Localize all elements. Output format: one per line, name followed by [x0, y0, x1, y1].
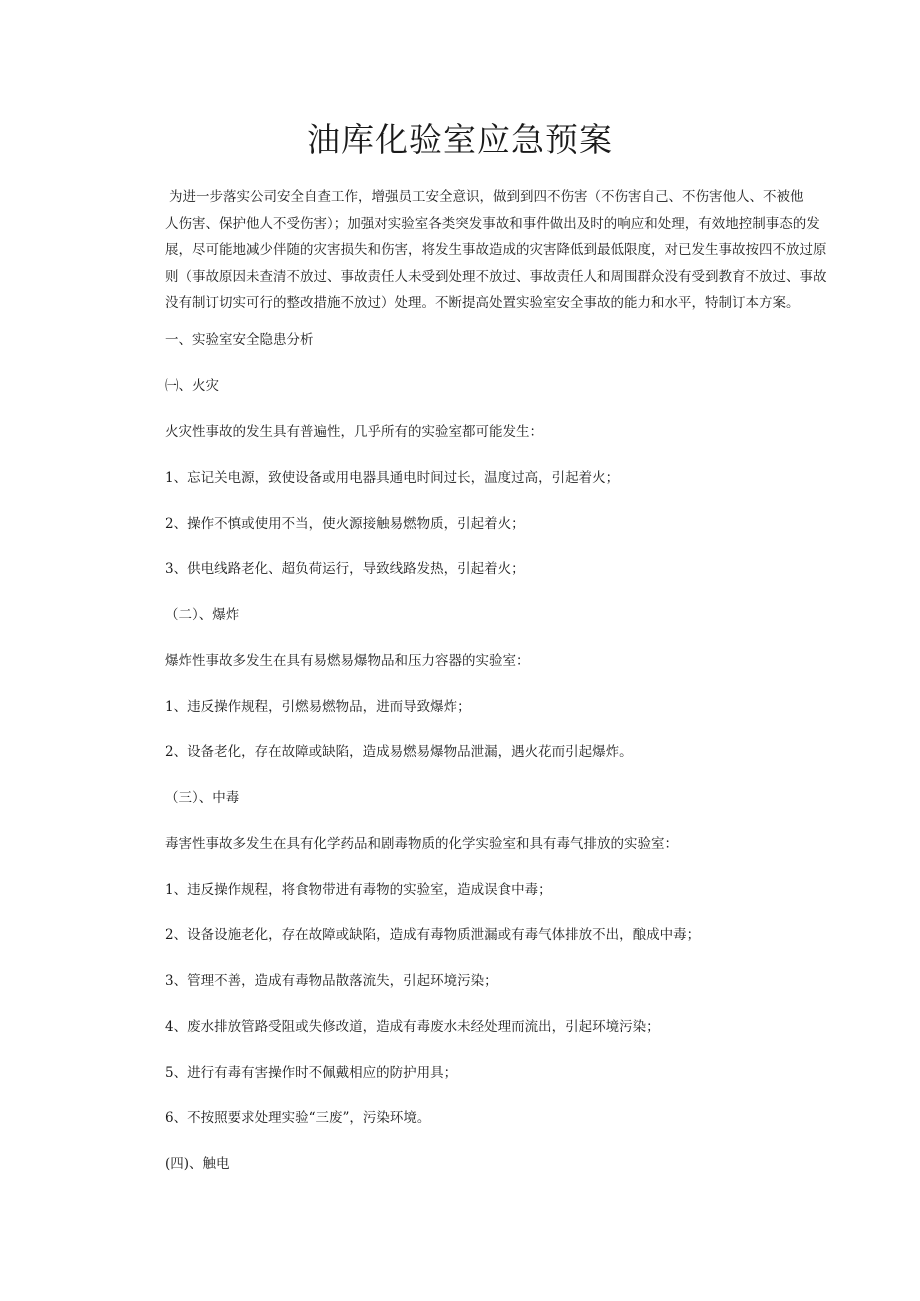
paragraph: 毒害性事故多发生在具有化学药品和剧毒物质的化学实验室和具有毒气排放的实验室： [165, 836, 678, 852]
list-item: 3、管理不善，造成有毒物品散落流失，引起环境污染； [165, 973, 498, 989]
document-title: 油库化验室应急预案 [307, 120, 613, 159]
list-item: 4、废水排放管路受阻或失修改道，造成有毒废水未经处理而流出，引起环境污染； [165, 1019, 660, 1035]
subsection-heading: （二）、爆炸 [165, 607, 240, 623]
list-item: 1、忘记关电源，致使设备或用电器具通电时间过长，温度过高，引起着火； [165, 470, 620, 486]
list-item: 3、供电线路老化、超负荷运行，导致线路发热，引起着火； [165, 561, 525, 577]
list-item: 1、违反操作规程，将食物带进有毒物的实验室，造成误食中毒； [165, 882, 552, 898]
intro-paragraph [165, 184, 827, 317]
list-item: 2、设备设施老化，存在故障或缺陷，造成有毒物质泄漏或有毒气体排放不出，酿成中毒； [165, 927, 701, 943]
list-item: 2、设备老化，存在故障或缺陷，造成易燃易爆物品泄漏，遇火花而引起爆炸。 [165, 744, 633, 760]
list-item: 5、进行有毒有害操作时不佩戴相应的防护用具； [165, 1065, 458, 1081]
paragraph: 爆炸性事故多发生在具有易燃易爆物品和压力容器的实验室： [165, 653, 530, 669]
subsection-heading: （三）、中毒 [165, 790, 240, 806]
section-heading: 一、实验室安全隐患分析 [165, 332, 314, 348]
list-item: 6、不按照要求处理实验“三废”，污染环境。 [165, 1110, 431, 1126]
intro-line: 没有制订切实可行的整改措施不放过）处理。不断提高处置实验室安全事故的能力和水平，特制订本方案。 [165, 295, 800, 311]
paragraph: 火灾性事故的发生具有普遍性，几乎所有的实验室都可能发生： [165, 424, 543, 440]
intro-line: 展，尽可能地减少伴随的灾害损失和伤害，将发生事故造成的灾害降低到最低限度，对已发生事故按四不放过原 [165, 242, 827, 258]
intro-line: 为进一步落实公司安全自查工作，增强员工安全意识，做到到四不伤害（不伤害自己、不伤害他人、不被他 [169, 189, 804, 205]
subsection-heading: (四)、触电 [165, 1156, 230, 1172]
list-item: 2、操作不慎或使用不当，使火源接触易燃物质，引起着火； [165, 516, 525, 532]
intro-line: 人伤害、保护他人不受伤害）；加强对实验室各类突发事故和事件做出及时的响应和处理，有效地控制事态的发 [165, 215, 820, 232]
list-item: 1、违反操作规程，引燃易燃物品，进而导致爆炸； [165, 699, 471, 715]
intro-line: 则（事故原因未查清不放过、事故责任人未受到处理不放过、事故责任人和周围群众没有受到教育不放过、事故 [165, 268, 827, 285]
subsection-heading: ㈠、火灾 [165, 378, 219, 394]
